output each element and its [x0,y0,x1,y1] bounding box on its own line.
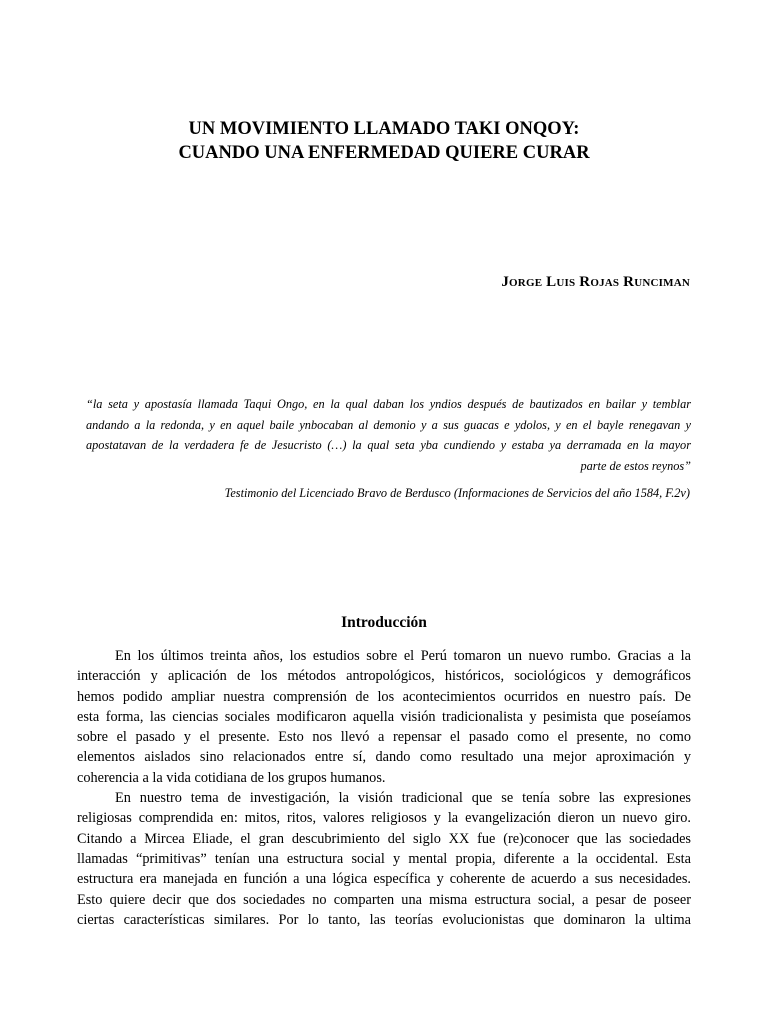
author-name: Jorge Luis Rojas Runciman [501,274,690,290]
body-paragraphs [77,646,691,930]
body-line: coherencia a la vida cotidiana de los grupos humanos. [77,769,386,786]
body-line: interacción y aplicación de los métodos antropológicos, históricos, sociológicos y demográficos [77,668,691,685]
title-line-1: UN MOVIMIENTO LLAMADO TAKI ONQOY: [188,119,580,139]
body-line: religiosas comprendida en: mitos, ritos, valores religiosos y la evangelización dieron un nuevo giro. [77,810,691,827]
document-title [0,117,768,165]
epigraph-source: Testimonio del Licenciado Bravo de Berdusco (Informaciones de Servicios del año 1584, F.2v) [224,486,690,500]
epigraph-line: “la seta y apostasía llamada Taqui Ongo, en la qual daban los yndios después de bautizados en bailar y temblar [86,397,691,411]
body-line: llamadas “primitivas” tenían una estructura social y mental propia, diferente a la occidental. Esta [77,850,691,867]
body-line: En nuestro tema de investigación, la visión tradicional que se tenía sobre las expresiones [115,790,691,807]
epigraph-line: parte de estos reynos” [580,458,691,473]
body-line: Citando a Mircea Eliade, el gran descubrimiento del siglo XX fue (re)conocer que las sociedades [77,830,691,847]
body-line: hemos podido ampliar nuestra comprensión de los acontecimientos ocurridos en nuestro país. De [77,688,691,705]
body-line: estructura era manejada en función a una lógica específica y coherente de acuerdo a sus necesidades. [77,871,691,888]
body-line: Esto quiere decir que dos sociedades no comparten una misma estructura social, a pesar de poseer [77,891,691,908]
epigraph-line: andando a la redonda, y en aquel baile ynbocaban al demonio y a sus guacas e ydolos, y en el bayle renegavan y [86,417,691,432]
body-line: elementos aislados sino relacionados entre sí, dando como resultado una mejor aproximación y [77,749,691,766]
body-line: esta forma, las ciencias sociales modificaron aquella visión tradicionalista y pesimista que poseíamos [77,708,691,725]
body-line: ciertas características similares. Por lo tanto, las teorías evolucionistas que dominaron la ultima [77,911,691,928]
title-line-2: CUANDO UNA ENFERMEDAD QUIERE CURAR [178,143,590,163]
section-heading: Introducción [341,614,427,631]
epigraph-quote [86,394,691,476]
epigraph-line: apostatavan de la verdadera fe de Jesucristo (…) la qual seta yba cundiendo y estaba ya derramada en la mayor [86,438,691,452]
body-line: En los últimos treinta años, los estudios sobre el Perú tomaron un nuevo rumbo. Gracias a la [115,648,691,664]
body-line: sobre el pasado y el presente. Esto nos llevó a repensar el pasado como el presente, no como [77,729,691,746]
